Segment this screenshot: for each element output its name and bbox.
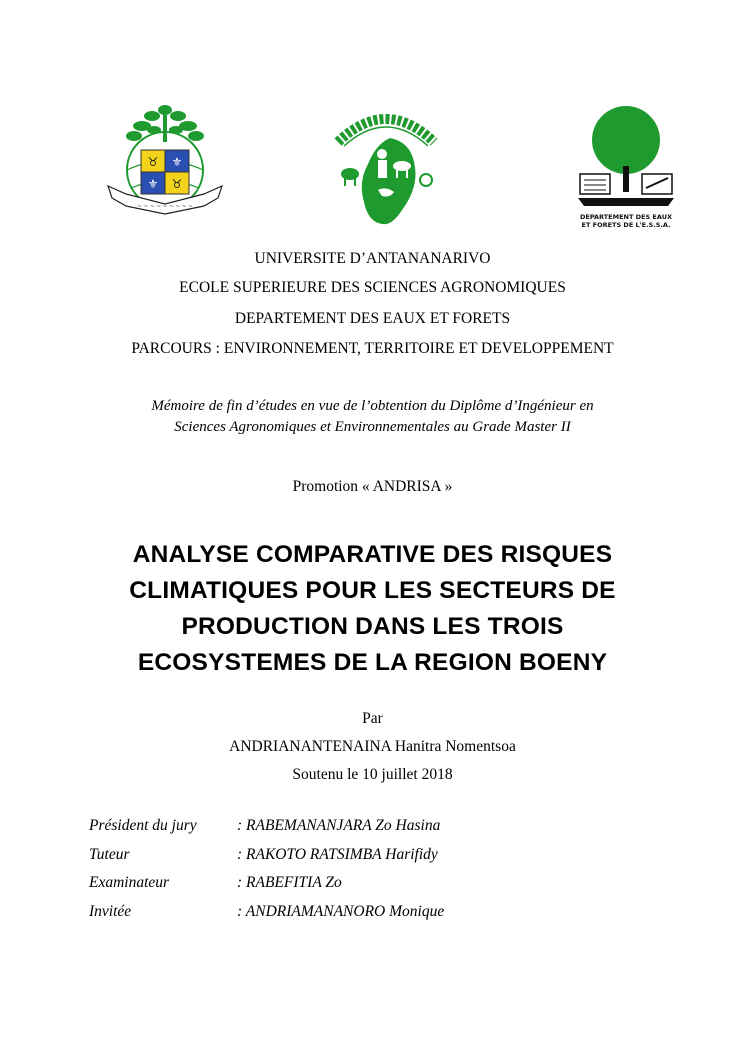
jury-member-name: : RAKOTO RATSIMBA Harifidy (237, 845, 438, 863)
memoire-line: Sciences Agronomiques et Environnementales au Grade Master II (174, 419, 571, 435)
svg-text:♉: ♉ (171, 177, 183, 191)
dept-logo-caption: ET FORETS DE L'E.S.S.A. (581, 221, 671, 229)
thesis-title (40, 537, 705, 681)
dept-logo-caption: DEPARTEMENT DES EAUX (579, 213, 673, 221)
jury-row (89, 903, 444, 932)
jury-role: Tuteur (89, 845, 130, 863)
par-label: Par (362, 710, 383, 727)
title-line: PRODUCTION DANS LES TROIS (181, 613, 564, 640)
promotion-line: Promotion « ANDRISA » (292, 478, 453, 495)
jury-role: Président du jury (89, 817, 197, 834)
svg-text:♉: ♉ (147, 155, 159, 169)
author-name: ANDRIANANTENAINA Hanitra Nomentsoa (229, 738, 516, 755)
jury-row (89, 846, 444, 875)
jury-role: Invitée (89, 902, 132, 920)
jury-member-name: : ANDRIAMANANORO Monique (237, 902, 445, 920)
jury-member-name: : RABEMANANJARA Zo Hasina (237, 817, 441, 834)
essa-school-logo (330, 102, 442, 230)
defense-date: Soutenu le 10 juillet 2018 (292, 766, 453, 783)
jury-list (89, 817, 444, 931)
university-seal-logo (104, 100, 226, 218)
department-name: DEPARTEMENT DES EAUX ET FORETS (234, 310, 511, 327)
svg-text:~ ~ ~ ~ ~ ~ ~ ~ ~: ~ ~ ~ ~ ~ ~ ~ ~ ~ (137, 204, 193, 210)
title-line: ANALYSE COMPARATIVE DES RISQUES (132, 541, 613, 568)
svg-text:⚜: ⚜ (171, 155, 183, 169)
jury-row (89, 817, 444, 846)
memoire-line: Mémoire de fin d’études en vue de l’obtention du Diplôme d’Ingénieur en (151, 398, 594, 414)
svg-text:⚜: ⚜ (147, 177, 159, 191)
jury-role: Examinateur (89, 874, 170, 891)
eaux-forets-department-logo (578, 106, 674, 230)
title-line: CLIMATIQUES POUR LES SECTEURS DE (129, 577, 616, 604)
parcours-line: PARCOURS : ENVIRONNEMENT, TERRITOIRE ET DEVELOPPEMENT (131, 340, 614, 357)
title-line: ECOSYSTEMES DE LA REGION BOENY (137, 649, 608, 676)
memoire-statement (60, 396, 685, 438)
jury-row (89, 874, 444, 903)
university-name: UNIVERSITE D’ANTANANARIVO (254, 250, 491, 267)
jury-member-name: : RABEFITIA Zo (237, 874, 342, 891)
school-name: ECOLE SUPERIEURE DES SCIENCES AGRONOMIQUES (179, 279, 566, 296)
